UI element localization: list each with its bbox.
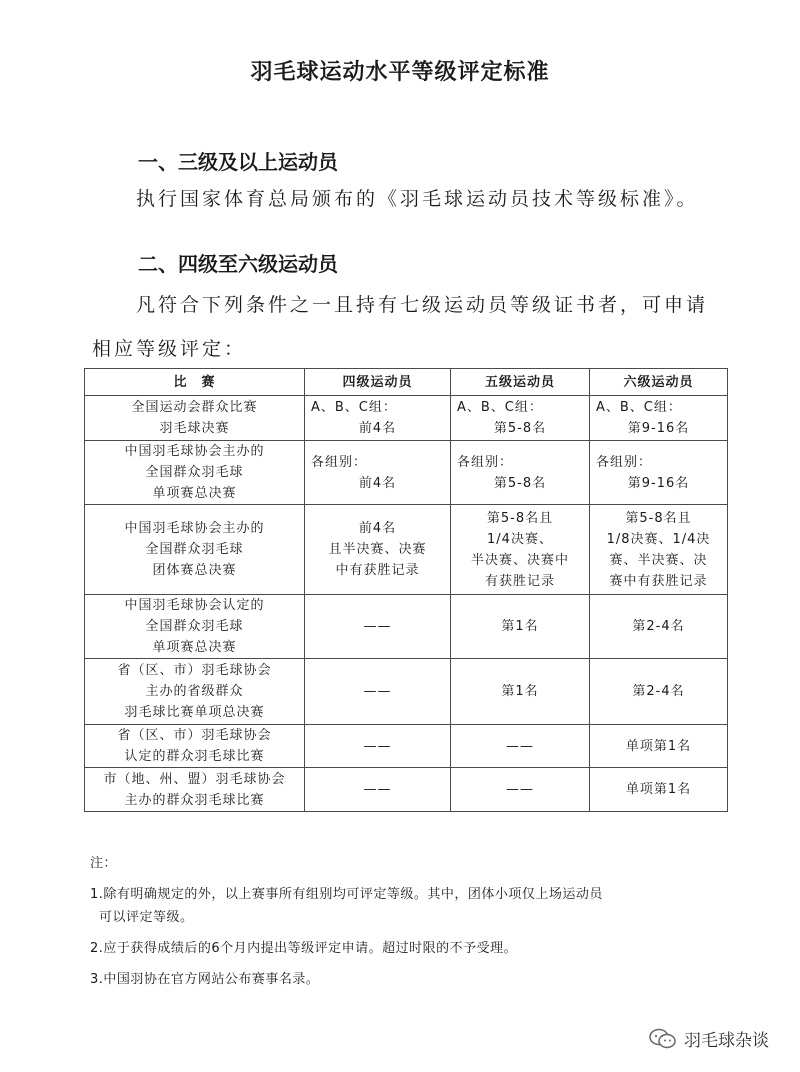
note-item xyxy=(90,883,730,929)
cell-line: 各组别： xyxy=(311,454,368,470)
competition-cell xyxy=(85,441,305,505)
cell-line: 第5-8名 xyxy=(493,475,547,491)
cell-line: 中国羽毛球协会主办的 xyxy=(124,521,265,536)
competition-cell xyxy=(85,725,305,768)
level6-cell xyxy=(590,768,728,812)
cell-line: 赛、半决赛、决 xyxy=(609,552,708,568)
wechat-icon xyxy=(648,1027,678,1051)
cell-line: —— xyxy=(363,738,392,754)
cell-line: 第1名 xyxy=(501,619,539,634)
cell-line: 主办的省级群众 xyxy=(145,684,244,699)
cell-line: 各组别： xyxy=(457,454,514,470)
cell-line: 单项赛总决赛 xyxy=(152,640,237,655)
table-row xyxy=(85,505,728,595)
competition-cell xyxy=(85,659,305,725)
header-competition: 比 赛 xyxy=(85,369,305,396)
cell-line: 有获胜记录 xyxy=(484,573,555,589)
cell-line: 羽毛球决赛 xyxy=(159,421,230,436)
cell-line: 赛中有获胜记录 xyxy=(609,573,708,589)
level6-cell xyxy=(590,505,728,595)
cell-line: 中有获胜记录 xyxy=(335,563,420,578)
cell-line: 省（区、市）羽毛球协会 xyxy=(117,663,272,678)
cell-line: 第2-4名 xyxy=(632,619,685,634)
level6-cell xyxy=(590,595,728,659)
cell-line: 中国羽毛球协会主办的 xyxy=(124,444,265,459)
cell-line: 各组别： xyxy=(596,454,653,470)
cell-line: —— xyxy=(363,782,392,797)
cell-line: 第1名 xyxy=(501,684,539,699)
table-row xyxy=(85,659,728,725)
notes xyxy=(90,852,730,999)
cell-line: 单项赛总决赛 xyxy=(152,486,237,501)
cell-line: 前4名 xyxy=(358,521,397,536)
level5-cell xyxy=(451,768,590,812)
level6-cell xyxy=(590,725,728,768)
section1-heading: 一、三级及以上运动员 xyxy=(138,150,338,174)
level5-cell xyxy=(451,725,590,768)
watermark xyxy=(648,1026,769,1051)
cell-line: 1/8决赛、1/4决 xyxy=(606,531,711,547)
cell-line: 市（地、州、盟）羽毛球协会 xyxy=(103,771,286,787)
cell-line: 主办的群众羽毛球比赛 xyxy=(124,792,265,808)
table-row xyxy=(85,725,728,768)
cell-line: 团体赛总决赛 xyxy=(152,563,237,578)
level4-cell xyxy=(305,441,451,505)
page-title: 羽毛球运动水平等级评定标准 xyxy=(250,60,550,85)
cell-line: —— xyxy=(506,782,534,797)
section2-heading: 二、四级至六级运动员 xyxy=(138,252,338,276)
cell-line: 全国运动会群众比赛 xyxy=(131,400,258,415)
header-level5: 五级运动员 xyxy=(451,369,590,396)
cell-line: 中国羽毛球协会认定的 xyxy=(124,598,265,613)
cell-line: —— xyxy=(363,619,392,634)
cell-line: 单项第1名 xyxy=(625,782,692,797)
note-line: 2.应于获得成绩后的6个月内提出等级评定申请。超过时限的不予受理。 xyxy=(90,941,518,956)
competition-cell xyxy=(85,396,305,441)
level5-cell xyxy=(451,505,590,595)
header-level4: 四级运动员 xyxy=(305,369,451,396)
cell-line: A、B、C组： xyxy=(596,400,682,415)
watermark-text: 羽毛球杂谈 xyxy=(684,1031,769,1051)
cell-line: 第2-4名 xyxy=(632,684,685,699)
note-line: 可以评定等级。 xyxy=(99,910,194,925)
cell-line: 全国群众羽毛球 xyxy=(145,619,244,634)
cell-line: 1/4决赛、 xyxy=(487,531,553,547)
cell-line: 第5-8名 xyxy=(493,421,547,436)
cell-line: 第5-8名且 xyxy=(625,510,692,526)
section1-text: 执行国家体育总局颁布的《羽毛球运动员技术等级标准》。 xyxy=(136,188,699,210)
level4-cell xyxy=(305,768,451,812)
table-row xyxy=(85,768,728,812)
cell-line: 第9-16名 xyxy=(627,421,690,436)
cell-line: 省（区、市）羽毛球协会 xyxy=(117,728,272,743)
level5-cell xyxy=(451,659,590,725)
cell-line: 第5-8名且 xyxy=(486,510,554,526)
cell-line: 且半决赛、决赛 xyxy=(328,542,427,557)
cell-line: 前4名 xyxy=(358,475,397,491)
level6-cell xyxy=(590,441,728,505)
cell-line: 全国群众羽毛球 xyxy=(145,465,244,480)
level6-cell xyxy=(590,659,728,725)
competition-cell xyxy=(85,505,305,595)
cell-line: A、B、C组： xyxy=(311,400,397,415)
level4-cell xyxy=(305,659,451,725)
level5-cell xyxy=(451,595,590,659)
level5-cell xyxy=(451,441,590,505)
table-row xyxy=(85,396,728,441)
level4-cell xyxy=(305,505,451,595)
notes-label: 注： xyxy=(90,856,118,871)
level5-cell xyxy=(451,396,590,441)
note-line: 3.中国羽协在官方网站公布赛事名录。 xyxy=(90,972,320,987)
grade-standard-table xyxy=(84,368,728,812)
cell-line: —— xyxy=(363,684,392,699)
cell-line: —— xyxy=(506,738,534,754)
cell-line: 第9-16名 xyxy=(627,475,690,491)
cell-line: 半决赛、决赛中 xyxy=(470,552,569,568)
competition-cell xyxy=(85,768,305,812)
level4-cell xyxy=(305,396,451,441)
table-header-row xyxy=(85,369,728,396)
header-level6: 六级运动员 xyxy=(590,369,728,396)
section2-text-line2: 相应等级评定： xyxy=(92,338,247,360)
section2-text-line1: 凡符合下列条件之一且持有七级运动员等级证书者，可申请 xyxy=(136,294,709,316)
cell-line: 前4名 xyxy=(358,421,397,436)
level6-cell xyxy=(590,396,728,441)
level4-cell xyxy=(305,725,451,768)
level4-cell xyxy=(305,595,451,659)
table-row xyxy=(85,595,728,659)
cell-line: 认定的群众羽毛球比赛 xyxy=(124,749,265,764)
table-row xyxy=(85,441,728,505)
competition-cell xyxy=(85,595,305,659)
cell-line: 全国群众羽毛球 xyxy=(145,542,244,557)
cell-line: A、B、C组： xyxy=(457,400,543,415)
note-line: 1.除有明确规定的外，以上赛事所有组别均可评定等级。其中，团体小项仅上场运动员 xyxy=(90,887,603,902)
cell-line: 羽毛球比赛单项总决赛 xyxy=(124,705,265,720)
note-item xyxy=(90,937,730,960)
cell-line: 单项第1名 xyxy=(625,738,692,754)
note-item xyxy=(90,968,730,991)
